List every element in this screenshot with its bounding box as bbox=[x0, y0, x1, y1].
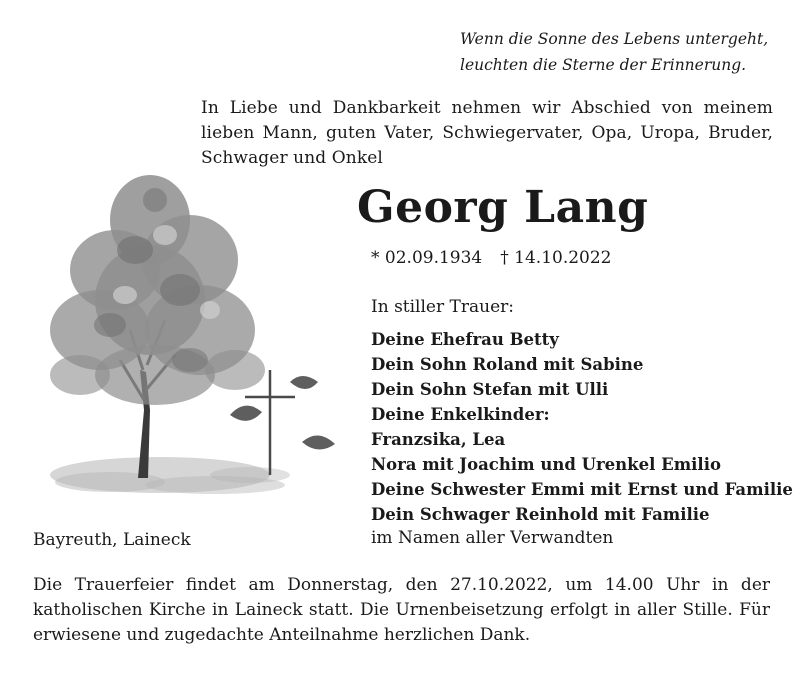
mourners-closing: im Namen aller Verwandten bbox=[371, 528, 614, 548]
mourner-line: Dein Schwager Reinhold mit Familie bbox=[371, 505, 710, 524]
death-date: † 14.10.2022 bbox=[500, 248, 612, 268]
mourner-line: Nora mit Joachim und Urenkel Emilio bbox=[371, 455, 721, 474]
mourner-line: Dein Sohn Stefan mit Ulli bbox=[371, 380, 609, 399]
tree-icon bbox=[50, 175, 265, 478]
motto-line-2: leuchten die Sterne der Erinnerung. bbox=[460, 56, 747, 74]
intro-text: In Liebe und Dankbarkeit nehmen wir Abschied von meinem lieben Mann, guten Vater, Schwiegervater, Opa, Uropa, Bruder, Schwager und Onkel bbox=[201, 98, 773, 168]
motto-line-1: Wenn die Sonne des Lebens untergeht, bbox=[460, 30, 769, 48]
mourner-line: Deine Schwester Emmi mit Ernst und Familie bbox=[371, 480, 793, 499]
tree-illustration bbox=[40, 160, 340, 505]
mourner-line: Dein Sohn Roland mit Sabine bbox=[371, 355, 644, 374]
mourners-heading: In stiller Trauer: bbox=[371, 297, 514, 317]
mourner-line: Deine Enkelkinder: bbox=[371, 405, 550, 424]
life-dates bbox=[371, 248, 612, 268]
mourners-list bbox=[371, 327, 793, 527]
place-name: Bayreuth, Laineck bbox=[33, 530, 191, 550]
birth-date: * 02.09.1934 bbox=[371, 248, 483, 268]
funeral-info: Die Trauerfeier findet am Donnerstag, den 27.10.2022, um 14.00 Uhr in der katholischen Kirche in Laineck statt. Die Urnenbeisetzung erfolgt in aller Stille. Für erwiesene und zugedachte Anteilnahme herzlichen Dank. bbox=[33, 575, 770, 645]
motto-quote bbox=[460, 26, 780, 78]
ground-shadow bbox=[50, 457, 290, 494]
deceased-name: Georg Lang bbox=[357, 182, 649, 233]
mourner-line: Deine Ehefrau Betty bbox=[371, 330, 559, 349]
mourner-line: Franzsika, Lea bbox=[371, 430, 506, 449]
